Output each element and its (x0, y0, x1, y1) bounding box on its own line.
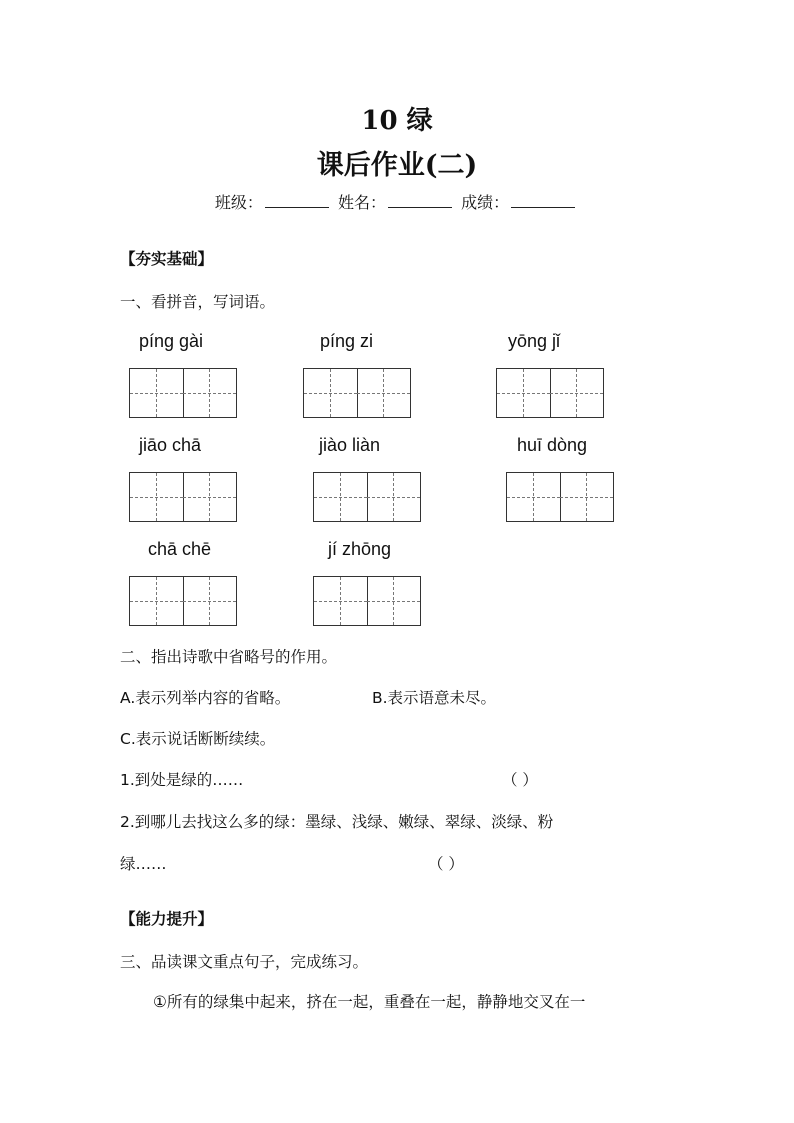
pinyin-label: píng gài (139, 331, 204, 351)
question-1-prompt: 一、看拼音，写词语。 (120, 293, 276, 311)
writing-grid[interactable] (303, 368, 411, 418)
grid-cell[interactable] (130, 473, 184, 521)
grid-cell[interactable] (560, 473, 613, 521)
score-blank[interactable] (511, 191, 575, 208)
item-2-text-line1: 2.到哪儿去找这么多的绿：墨绿、浅绿、嫩绿、翠绿、淡绿、粉 (120, 813, 554, 831)
sentence-1: ①所有的绿集中起来，挤在一起，重叠在一起，静静地交叉在一 (153, 993, 586, 1011)
grid-cell[interactable] (550, 369, 603, 417)
grid-cell[interactable] (183, 577, 236, 625)
grid-cell[interactable] (183, 473, 236, 521)
item-2-text-line2: 绿…… (120, 855, 167, 873)
section-heading-basics: 【夯实基础】 (120, 250, 214, 268)
writing-grid[interactable] (313, 576, 421, 626)
pinyin-label: jí zhōng (328, 539, 392, 559)
worksheet-subtitle: 课后作业(二) (316, 150, 478, 181)
pinyin-label: jiāo chā (139, 435, 202, 455)
section-heading-improve: 【能力提升】 (120, 910, 214, 928)
item-2-answer-paren[interactable]: （ ） (428, 855, 464, 873)
item-1-text: 1.到处是绿的…… (120, 771, 244, 789)
pinyin-label: yōng jǐ (508, 331, 561, 351)
name-blank[interactable] (388, 191, 452, 208)
pinyin-label: huī dòng (517, 435, 588, 455)
class-blank[interactable] (265, 191, 329, 208)
option-b: B.表示语意未尽。 (372, 689, 497, 707)
pinyin-label: jiào liàn (319, 435, 381, 455)
grid-cell[interactable] (497, 369, 551, 417)
writing-grid[interactable] (313, 472, 421, 522)
score-label: 成绩： (461, 193, 510, 212)
pinyin-label: píng zi (320, 331, 374, 351)
option-c: C.表示说话断断续续。 (120, 730, 276, 748)
writing-grid[interactable] (129, 368, 237, 418)
option-a: A.表示列举内容的省略。 (120, 689, 291, 707)
grid-cell[interactable] (314, 473, 368, 521)
grid-cell[interactable] (357, 369, 410, 417)
name-label: 姓名： (337, 193, 386, 212)
writing-grid[interactable] (496, 368, 604, 418)
writing-grid[interactable] (506, 472, 614, 522)
student-info-row (0, 190, 794, 213)
grid-cell[interactable] (507, 473, 561, 521)
writing-grid[interactable] (129, 472, 237, 522)
item-1-answer-paren[interactable]: （ ） (502, 771, 538, 789)
question-2-prompt: 二、指出诗歌中省略号的作用。 (120, 648, 338, 666)
grid-cell[interactable] (367, 473, 420, 521)
grid-cell[interactable] (183, 369, 236, 417)
grid-cell[interactable] (367, 577, 420, 625)
writing-grid[interactable] (129, 576, 237, 626)
grid-cell[interactable] (130, 577, 184, 625)
grid-cell[interactable] (130, 369, 184, 417)
grid-cell[interactable] (314, 577, 368, 625)
grid-cell[interactable] (304, 369, 358, 417)
class-label: 班级： (214, 193, 263, 212)
lesson-title: 10 绿 (361, 106, 433, 136)
question-3-prompt: 三、品读课文重点句子，完成练习。 (120, 953, 369, 971)
pinyin-label: chā chē (148, 539, 212, 559)
